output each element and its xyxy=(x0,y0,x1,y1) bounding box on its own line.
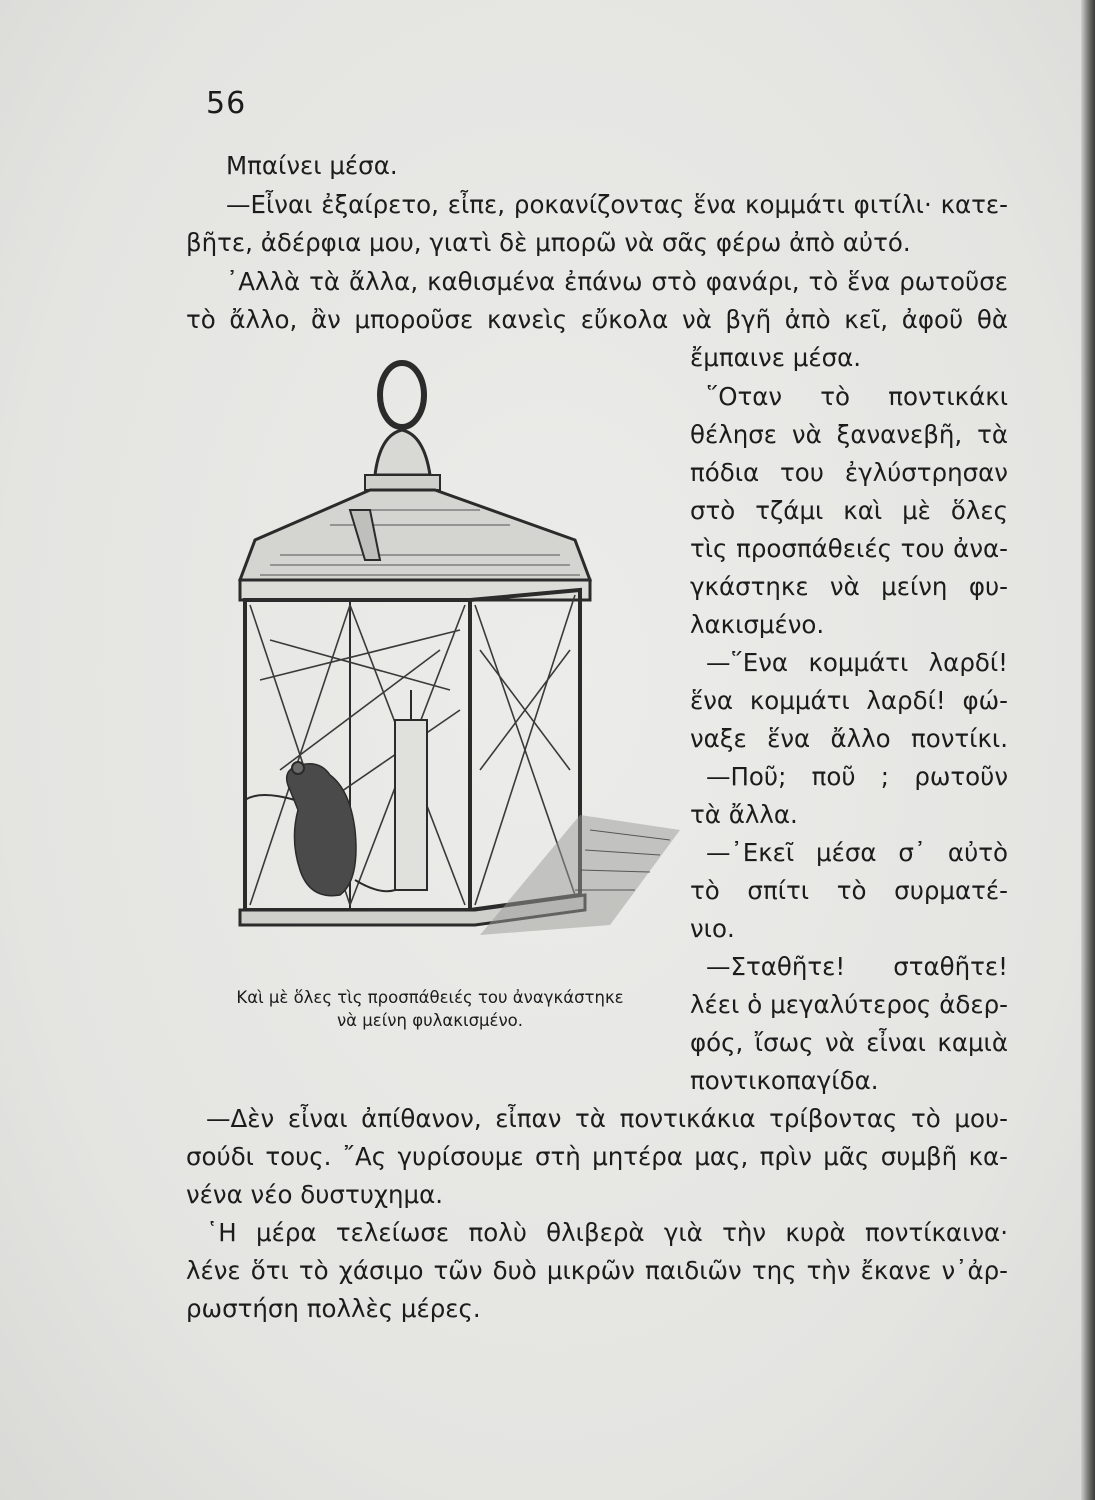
text-line: —Εἶναι ἐξαίρετο, εἶπε, ροκανίζοντας ἕνα κομμάτι φιτίλι· κατε- xyxy=(226,190,1008,219)
illustration-caption-line: Καὶ μὲ ὅλες τὶς προσπάθειές του ἀναγκάστηκε xyxy=(236,988,624,1007)
text-line: βῆτε, ἀδέρφια μου, γιατὶ δὲ μπορῶ νὰ σᾶς φέρω ἀπὸ αὐτό. xyxy=(186,228,911,257)
text-line: ἔμπαινε μέσα. xyxy=(690,343,862,372)
text-line: φός, ἴσως νὰ εἶναι καμιὰ xyxy=(690,1028,1008,1057)
text-line: ῞Οταν τὸ ποντικάκι xyxy=(706,382,1008,411)
text-line: —Ποῦ; ποῦ ; ρωτοῦν xyxy=(706,762,1008,791)
text-line: Μπαίνει μέσα. xyxy=(226,151,398,180)
lantern-cap xyxy=(375,430,430,475)
book-spine-shadow xyxy=(1081,0,1095,1500)
text-line: στὸ τζάμι καὶ μὲ ὅλες xyxy=(690,496,1008,525)
text-line: —Σταθῆτε! σταθῆτε! xyxy=(706,952,1008,981)
text-line: λέει ὁ μεγαλύτερος ἀδερ- xyxy=(690,990,1008,1019)
text-line: —᾿Εκεῖ μέσα σ᾿ αὐτὸ xyxy=(706,838,1008,867)
text-line: —Δὲν εἶναι ἀπίθανον, εἶπαν τὰ ποντικάκια τρίβοντας τὸ μου- xyxy=(206,1104,1008,1133)
text-line: ᾿Αλλὰ τὰ ἄλλα, καθισμένα ἐπάνω στὸ φανάρι, τὸ ἕνα ρωτοῦσε xyxy=(226,267,1008,296)
text-line: τὶς προσπάθειές του ἀνα- xyxy=(690,534,1008,563)
text-line: λακισμένο. xyxy=(690,610,825,639)
text-line: ἕνα κομμάτι λαρδί! φώ- xyxy=(690,686,1008,715)
text-line: ποντικοπαγίδα. xyxy=(690,1066,879,1095)
lantern-illustration xyxy=(180,350,680,980)
lantern-ring xyxy=(380,363,424,427)
text-line: λένε ὅτι τὸ χάσιμο τῶν δυὸ μικρῶν παιδιῶν της τὴν ἔκανε ν᾿ἀρ- xyxy=(186,1256,1008,1285)
text-line: νιο. xyxy=(690,914,735,943)
illustration-caption-line: νὰ μείνη φυλακισμένο. xyxy=(336,1011,524,1030)
text-line: τὸ σπίτι τὸ συρματέ- xyxy=(690,876,1008,905)
text-line: ναξε ἕνα ἄλλο ποντίκι. xyxy=(690,724,1008,753)
text-line: νένα νέο δυστυχημα. xyxy=(186,1180,444,1209)
text-line: τὸ ἄλλο, ἂν μποροῦσε κανεὶς εὔκολα νὰ βγῆ ἀπὸ κεῖ, ἀφοῦ θὰ xyxy=(186,305,1008,334)
text-line: σούδι τους. ῎Ας γυρίσουμε στὴ μητέρα μας, πρὶν μᾶς συμβῆ κα- xyxy=(186,1142,1008,1171)
text-line: πόδια του ἐγλύστρησαν xyxy=(690,458,1008,487)
text-line: θέλησε νὰ ξανανεβῆ, τὰ xyxy=(690,420,1008,449)
text-line: τὰ ἄλλα. xyxy=(690,800,798,829)
text-line: ῾Η μέρα τελείωσε πολὺ θλιβερὰ γιὰ τὴν κυρὰ ποντίκαινα· xyxy=(206,1218,1008,1247)
page-number: 56 xyxy=(206,86,247,121)
lantern-front-pane xyxy=(245,600,470,910)
text-line: —῞Ενα κομμάτι λαρδί! xyxy=(706,648,1008,677)
text-line: ρωστήση πολλὲς μέρες. xyxy=(186,1294,481,1323)
mouse-drawing xyxy=(287,764,356,896)
candle xyxy=(395,720,427,890)
text-line: γκάστηκε νὰ μείνη φυ- xyxy=(690,572,1008,601)
